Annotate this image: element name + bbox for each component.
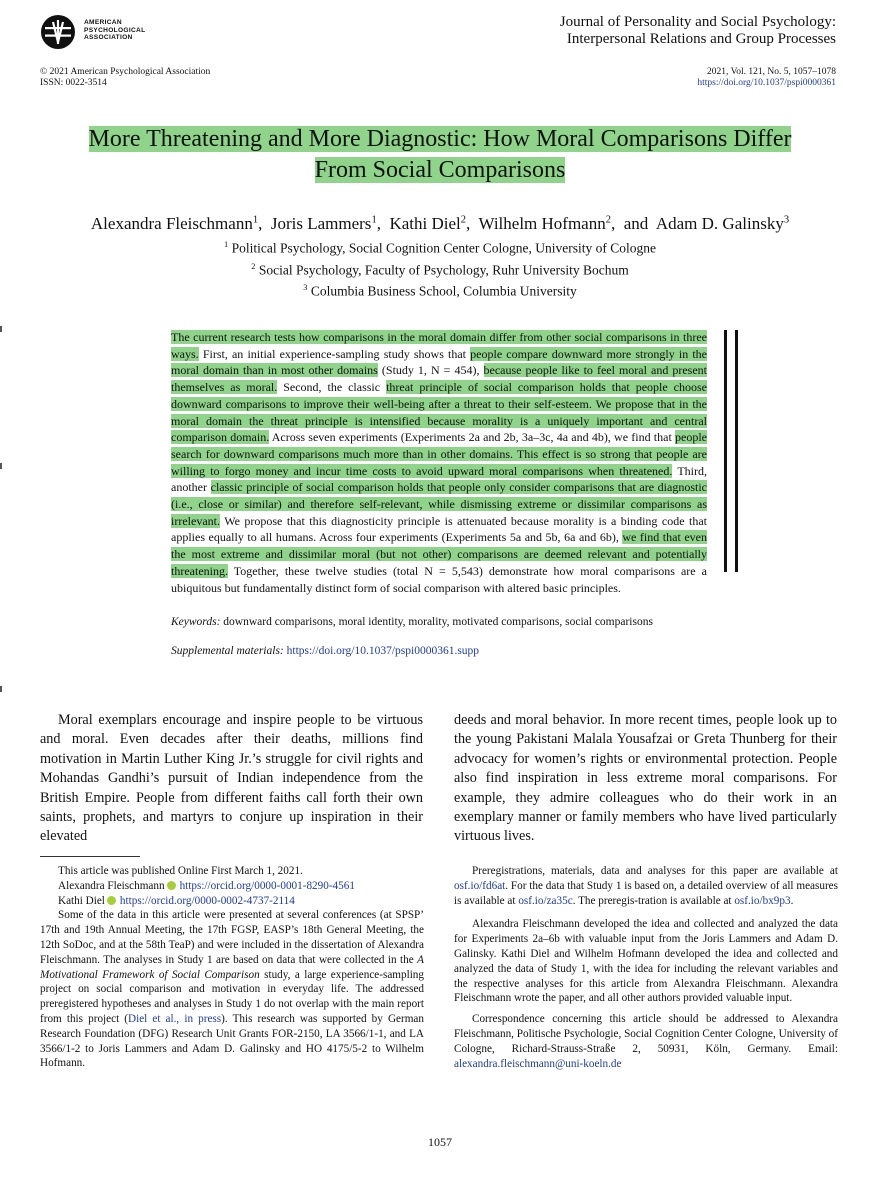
journal-line-1: Journal of Personality and Social Psychology: — [559, 14, 836, 30]
abstract-text: Across seven experiments (Experiments 2a and 2b, 3a–3c, 4a and 4b), we find that — [269, 430, 675, 445]
author: Wilhelm Hofmann$^2$ — [478, 214, 611, 233]
author: Kathi Diel$^2$ — [389, 214, 467, 233]
abstract-text: Together, these twelve studies (total N = 5,543) demonstrate how moral comparisons are a ubiquitous but fundamentally distinct form of social comparison with altered basic principles. — [171, 563, 707, 595]
author: Alexandra Fleischmann$^1$ — [90, 214, 259, 233]
keywords — [171, 616, 653, 628]
volume-block — [697, 67, 836, 89]
margin-bar — [735, 330, 738, 572]
abstract-text: We propose that this diagnosticity principle is attenuated because morality is a binding code that applies equally to all humans. Across four experiments (Experiments 5a and 5b, 6a and 6b), — [171, 513, 707, 545]
abstract-text: First, an initial experience-sampling study shows that — [198, 346, 471, 361]
orcid-icon — [107, 896, 116, 905]
title-line-1: More Threatening and More Diagnostic: How Moral Comparisons Differ — [88, 126, 792, 152]
affiliation: $^3$ Columbia Business School, Columbia University — [303, 283, 577, 299]
footnote-paragraph: Alexandra Fleischmann developed the idea and collected and analyzed the data for Experiments 2a–6b with valuable input from the Joris Lammers and Adam D. Galinsky. Kathi Diel and Wilhelm Hofmann developed the idea and collected and analyzed the data of Study 1, with the idea for including the relevant variables and the respective analyses for this article from Alexandra Fleischmann. Alexandra Fleischmann wrote the paper, and all other authors provided valuable input. — [454, 918, 838, 1005]
abstract-highlight: people compare downward more strongly in the moral domain than in most other domains — [171, 346, 708, 378]
supp-link[interactable]: https://doi.org/10.1037/pspi0000361.supp — [283, 645, 480, 657]
copyright: © 2021 American Psychological Association — [40, 67, 211, 77]
footnote-paragraph: Preregistrations, materials, data and analyses for this paper are available at osf.io/fd6at. For the data that Study 1 is based on, a detailed overview of all measures is available at osf.io/za35c. The preregis-tration is available at osf.io/bx9p3. — [454, 865, 838, 907]
orcid-line: Alexandra Fleischmann https://orcid.org/0000-0001-8290-4561 — [58, 879, 355, 892]
abstract-highlight: people search for downward comparisons much more than in other domains. This effect is so strong that people are willing to forgo money and incur time costs to avoid upward moral comparisons when threatened. — [171, 430, 707, 478]
margin-mark — [0, 326, 2, 332]
affiliations — [40, 236, 840, 301]
footnote-paragraph: Some of the data in this article were presented at several conferences (at SPSP’ 17th and 19th Annual Meeting, the 17th FGSP, EASP’s 18th General Meeting, the 12th SoDoc, and at the 58th TeaP) and were included in the dissertation of Alexandra Fleischmann. The analyses in Study 1 are based on data that were collected in the A Motivational Framework of Social Comparison study, a large experience-sampling project on social comparison and motivation in everyday life. The addressed preregistered hypotheses and analyses in Study 1 do not overlap with the main report from this project (Diel et al., in press). This research was supported by German Research Foundation (DFG) Research Unit Grants FOR-2150, LA 3566/1-1, and LA 3566/1-2 to Joris Lammers and Adam D. Galinsky and HO 4175/5-2 to Wilhelm Hofmann. — [40, 909, 424, 1070]
abstract-highlight: because people like to feel moral and present themselves as moral. — [171, 363, 708, 395]
supp-label: Supplemental materials: — [171, 645, 284, 657]
footnote-paragraph: Correspondence concerning this article should be addressed to Alexandra Fleischmann, Politische Psychologie, Social Cognition Center Cologne, University of Cologne, Richard-Strauss-Straße 2, 50931, Köln, Germany. Email: alexandra.fleischmann@uni-koeln.de — [454, 1013, 838, 1070]
supplemental-materials — [171, 645, 479, 657]
orcid-line: Kathi Diel https://orcid.org/0000-0002-4737-2114 — [58, 894, 295, 907]
abstract-highlight: we find that even the most extreme and dissimilar moral (but not other) comparisons are deemed relevant and potentially threatening. — [171, 530, 707, 578]
paper-title — [40, 124, 840, 186]
orcid-link[interactable]: https://orcid.org/0000-0002-4737-2114 — [119, 894, 295, 907]
author: Joris Lammers$^1$ — [270, 214, 377, 233]
margin-bar — [724, 330, 727, 572]
abstract-text: Third, another — [171, 463, 707, 495]
margin-mark — [0, 463, 2, 469]
author-list: Alexandra Fleischmann$^1$, Joris Lammers$^1$, Kathi Diel$^2$, Wilhelm Hofmann$^2$, and Adam D. Galinsky$^3$ — [90, 214, 790, 233]
page-number: 1057 — [428, 1135, 452, 1149]
title-line-2: From Social Comparisons — [314, 157, 566, 183]
footnote-left — [40, 864, 424, 1071]
abstract — [171, 329, 707, 596]
orcid-link[interactable]: https://orcid.org/0000-0001-8290-4561 — [179, 879, 355, 892]
email-link[interactable]: alexandra.fleischmann@uni-koeln.de — [454, 1057, 622, 1070]
apa-logo-icon — [40, 14, 78, 50]
osf-link[interactable]: osf.io/bx9p3 — [734, 894, 791, 907]
affiliation: $^1$ Political Psychology, Social Cognition Center Cologne, University of Cologne — [224, 240, 656, 256]
citation-link[interactable]: Diel et al., in press — [128, 1012, 222, 1025]
doi-link[interactable]: https://doi.org/10.1037/pspi0000361 — [697, 78, 836, 88]
published-date: This article was published Online First March 1, 2021. — [58, 865, 303, 877]
abstract-highlight: classic principle of social comparison holds that people only consider comparisons that are diagnostic (i.e., close or similar) and therefore self-relevant, while dismissing extreme or dissimilar comparisons as irrelevant. — [171, 480, 708, 528]
margin-mark — [0, 686, 2, 692]
keywords-label: Keywords: — [171, 616, 221, 628]
osf-link[interactable]: osf.io/za35c — [518, 894, 573, 907]
apa-org-name: AMERICAN PSYCHOLOGICAL ASSOCIATION — [84, 19, 146, 42]
abstract-highlight: threat principle of social comparison holds that people choose downward comparisons to improve their well-being after a threat to their self-esteem. We propose that in the moral domain the threat principle is intensified because morality is a uniquely important and central comparison domain. — [171, 380, 707, 445]
author: Adam D. Galinsky$^3$ — [655, 214, 790, 233]
orcid-icon — [167, 881, 176, 890]
osf-link[interactable]: osf.io/fd6at — [454, 879, 506, 892]
affiliation: $^2$ Social Psychology, Faculty of Psychology, Ruhr University Bochum — [251, 261, 629, 277]
journal-line-2: Interpersonal Relations and Group Processes — [566, 31, 836, 47]
copyright-block — [40, 67, 210, 89]
journal-name — [560, 14, 836, 48]
abstract-highlight: The current research tests how comparisons in the moral domain differ from other social comparisons in three ways. — [171, 330, 707, 361]
issn: ISSN: 0022-3514 — [40, 78, 107, 88]
abstract-text: (Study 1, N = 454), — [377, 363, 484, 378]
apa-logo — [40, 14, 220, 50]
abstract-text: Second, the classic — [277, 380, 387, 395]
body-column-left: Moral exemplars encourage and inspire people to be virtuous and moral. Even decades after their deaths, millions find motivation in Martin Luther King Jr.’s struggle for civil rights and Mohandas Gandhi’s pursuit of Indian independence from the British Empire. People from different faiths call forth their own saints, prophets, and martyrs to conjure up inspiration in their elevated — [40, 712, 423, 845]
footnote-right — [454, 864, 838, 1071]
keywords-text: downward comparisons, moral identity, morality, motivated comparisons, social comparisons — [220, 616, 653, 628]
volume-info: 2021, Vol. 121, No. 5, 1057–1078 — [707, 67, 836, 77]
footnote-rule — [40, 856, 140, 857]
body-column-right: deeds and moral behavior. In more recent times, people look up to the young Pakistani Malala Yousafzai or Greta Thunberg for their advocacy for women’s rights or environmental protection. People also find inspiration in less extreme moral comparisons. For example, they admire colleagues who do their work in an exemplary manner or family members who have lived particularly virtuous lives. — [454, 712, 837, 845]
